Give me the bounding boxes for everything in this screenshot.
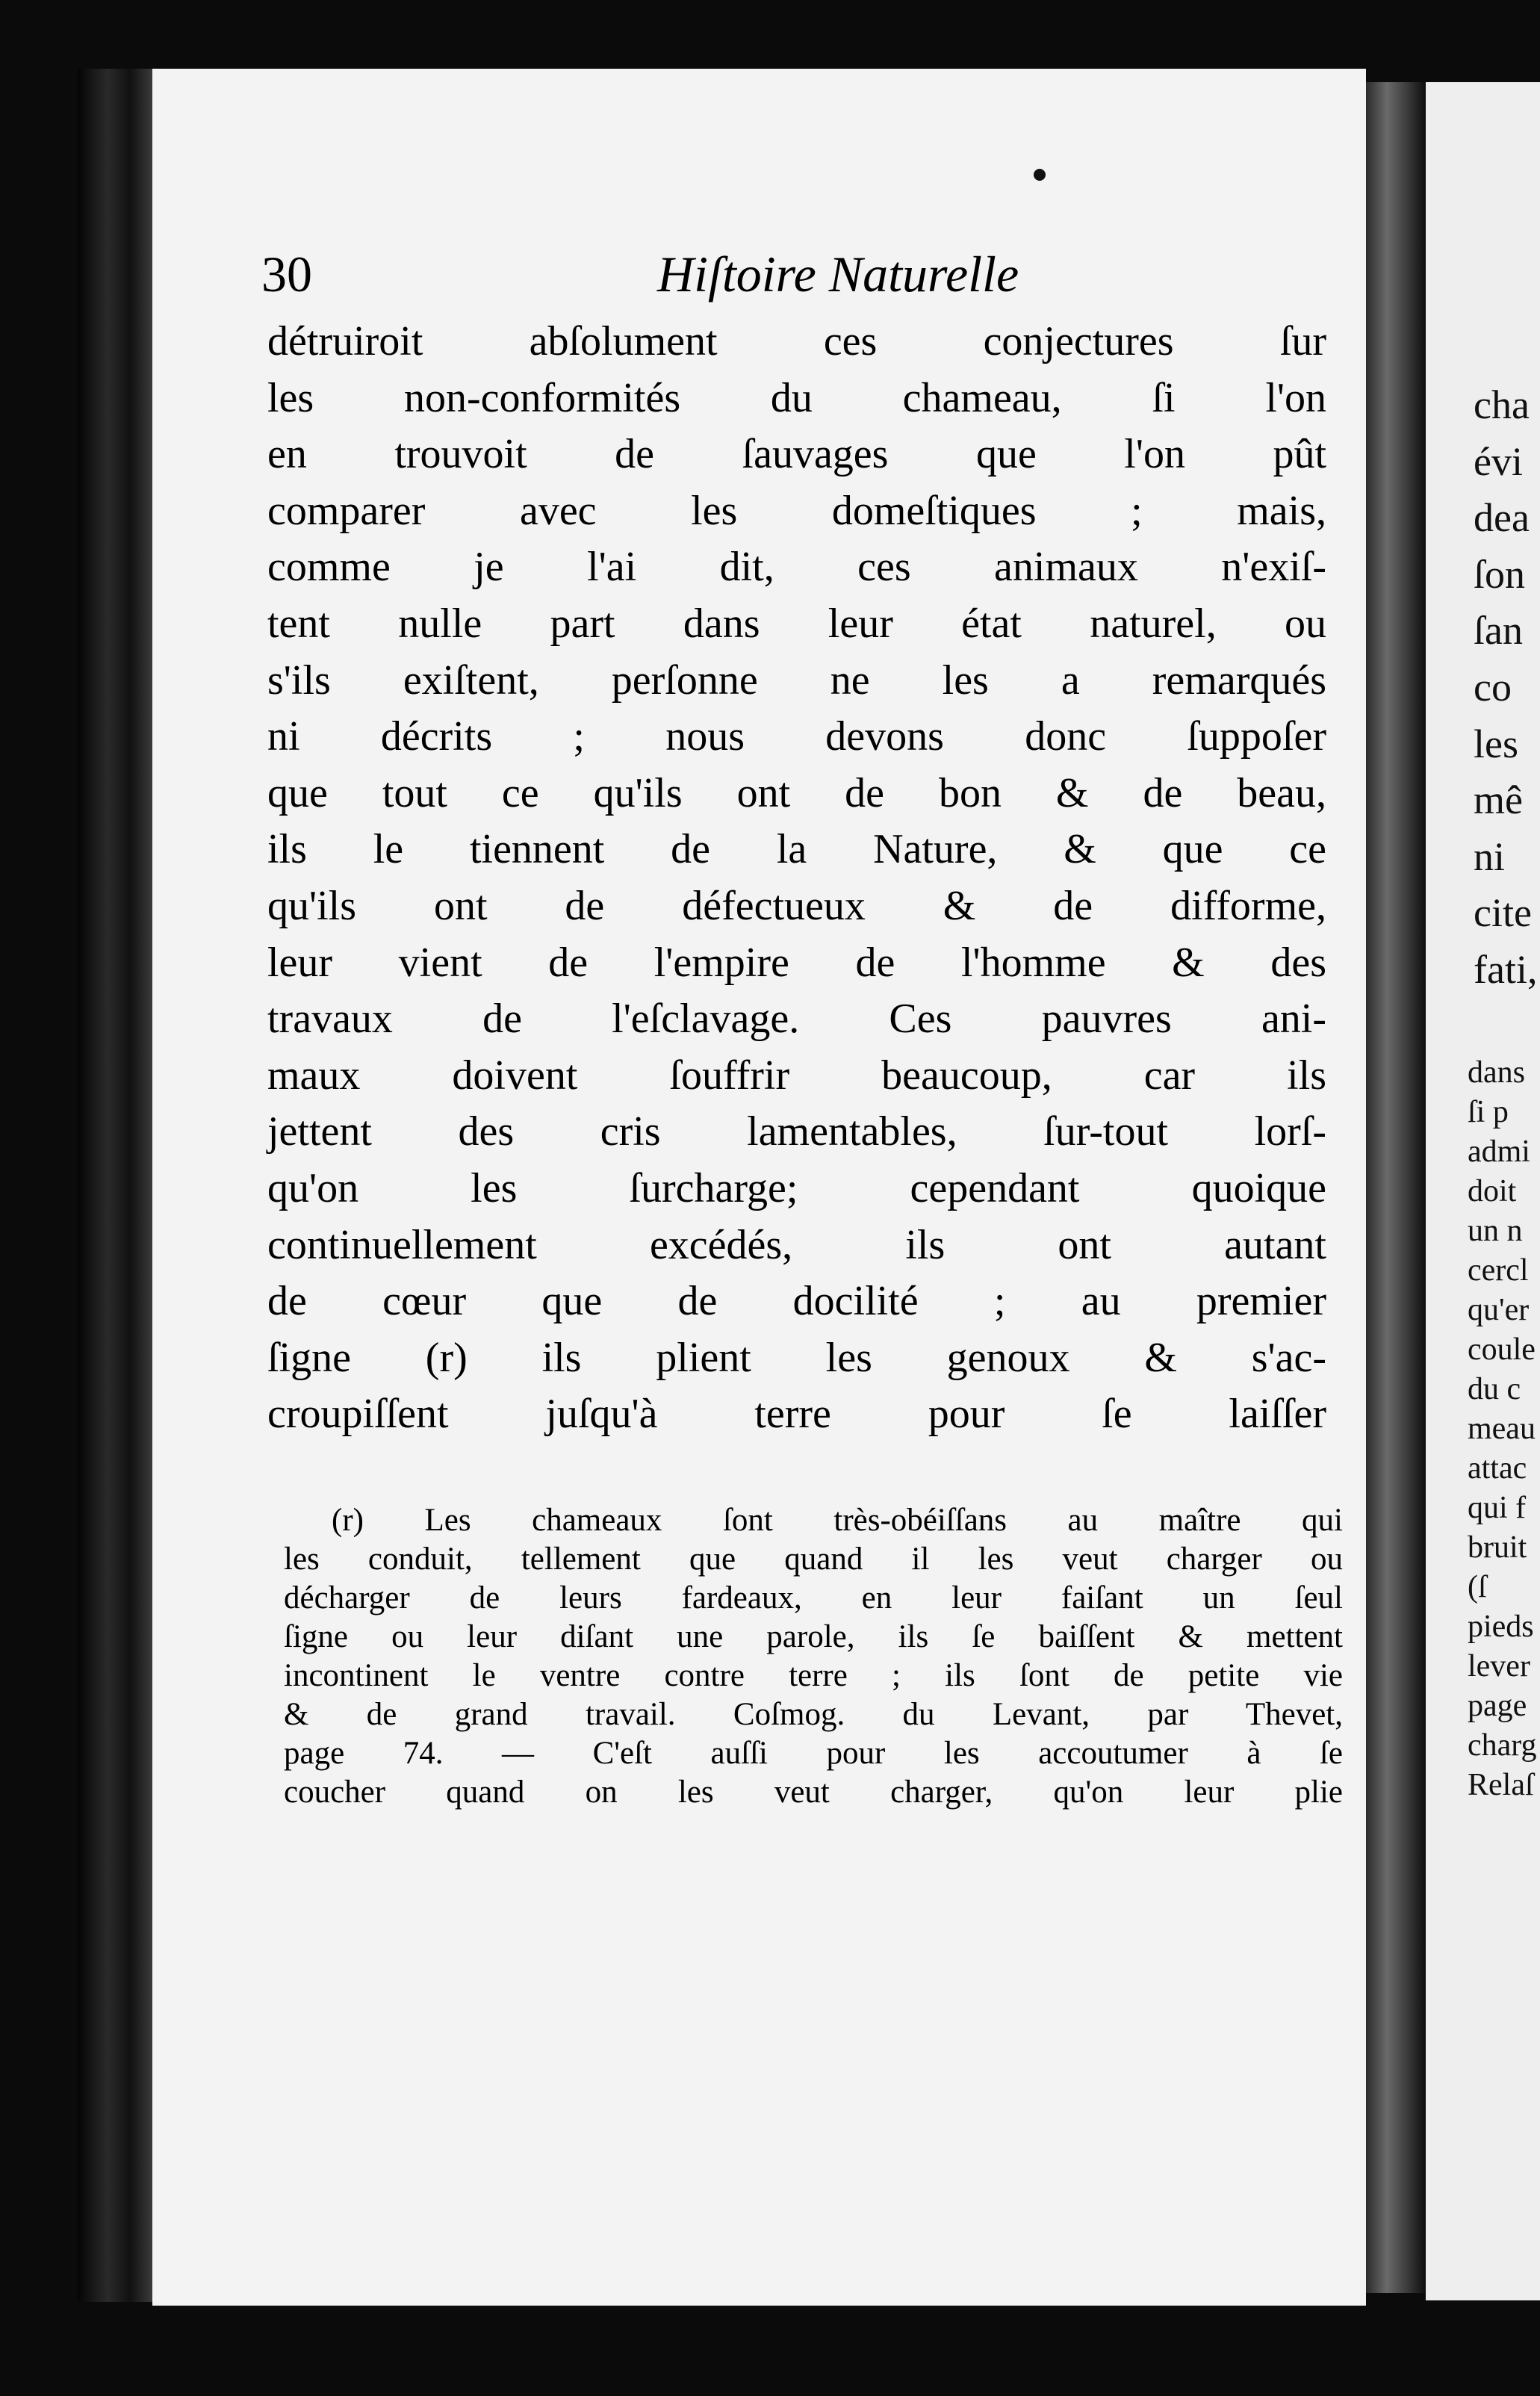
text-line: ils le tiennent de la Nature, & que ce — [267, 826, 1326, 873]
text-line: tent nulle part dans leur état naturel, ou — [267, 600, 1326, 647]
page-header — [261, 240, 1337, 308]
page-number: 30 — [261, 246, 312, 302]
footnote-fragment: cercl — [1468, 1253, 1529, 1288]
text-line: travaux de l'eſclavage. Ces pauvres ani- — [267, 996, 1326, 1043]
book-page-right-edge — [1426, 82, 1540, 2300]
text-line: les non-conformités du chameau, ſi l'on — [267, 374, 1326, 421]
footnote-fragment: pieds — [1468, 1610, 1534, 1644]
footnote-fragment: charg — [1468, 1728, 1537, 1763]
running-title: Hiſtoire Naturelle — [657, 246, 1019, 302]
text-fragment: dea — [1474, 495, 1530, 541]
footnote-fragment: du c — [1468, 1372, 1521, 1406]
footnote-fragment: (ſ — [1468, 1570, 1487, 1604]
text-line: continuellement excédés, ils ont autant — [267, 1221, 1326, 1268]
text-line: comparer avec les domeſtiques ; mais, — [267, 487, 1326, 534]
footnote-fragment: Relaſ — [1468, 1768, 1534, 1802]
next-page-footnote-fragments — [1468, 1053, 1537, 1805]
text-line: détruiroit abſolument ces conjectures ſur — [267, 318, 1326, 364]
text-fragment: cite — [1474, 890, 1532, 936]
book-spine — [78, 69, 152, 2302]
text-fragment: fati, — [1474, 946, 1538, 992]
book-gutter-shadow — [1366, 82, 1426, 2293]
text-line: que tout ce qu'ils ont de bon & de beau, — [267, 769, 1326, 816]
text-fragment: évi — [1474, 438, 1523, 484]
footnote-fragment: meau — [1468, 1412, 1536, 1446]
footnote-line: (r) Les chameaux ſont très-obéiſſans au maître qui — [332, 1503, 1343, 1538]
text-line: s'ils exiſtent, perſonne ne les a remarqués — [267, 657, 1326, 704]
text-line: qu'ils ont de défectueux & de difforme, — [267, 882, 1326, 929]
text-line: maux doivent ſouffrir beaucoup, car ils — [267, 1052, 1326, 1099]
next-page-text-fragments — [1474, 377, 1537, 999]
text-fragment: cha — [1474, 382, 1530, 427]
main-text-block — [267, 314, 1326, 1443]
text-fragment: mê — [1474, 778, 1523, 823]
text-fragment: ni — [1474, 834, 1506, 879]
footnote-line: les conduit, tellement que quand il les veut charger ou — [284, 1542, 1343, 1577]
footnote-fragment: admi — [1468, 1135, 1530, 1169]
text-line: en trouvoit de ſauvages que l'on pût — [267, 431, 1326, 478]
footnote-fragment: ſi p — [1468, 1095, 1509, 1129]
ink-speck — [1034, 169, 1046, 181]
footnote-line: page 74. — C'eſt auſſi pour les accoutumer à ſe — [284, 1736, 1343, 1771]
footnote-fragment: bruit — [1468, 1530, 1527, 1565]
footnote-line: ſigne ou leur diſant une parole, ils ſe baiſſent & mettent — [284, 1619, 1343, 1654]
text-fragment: co — [1474, 664, 1512, 710]
footnote-fragment: qui f — [1468, 1491, 1527, 1525]
text-line: comme je l'ai dit, ces animaux n'exiſ- — [267, 544, 1326, 591]
text-line: ſigne (r) ils plient les genoux & s'ac- — [267, 1334, 1326, 1381]
footnote-fragment: lever — [1468, 1649, 1530, 1683]
footnote-fragment: doit — [1468, 1174, 1517, 1208]
footnote-line: coucher quand on les veut charger, qu'on leur plie — [284, 1775, 1343, 1810]
text-fragment: les — [1474, 721, 1518, 766]
footnote-fragment: page — [1468, 1689, 1527, 1723]
text-line: qu'on les ſurcharge; cependant quoique — [267, 1164, 1326, 1211]
footnote-line: & de grand travail. Coſmog. du Levant, par Thevet, — [284, 1697, 1343, 1732]
footnote-line: incontinent le ventre contre terre ; ils ſont de petite vie — [284, 1658, 1343, 1693]
footnote-fragment: coule — [1468, 1332, 1536, 1367]
text-line: jettent des cris lamentables, ſur-tout lorſ- — [267, 1108, 1326, 1155]
text-line: ni décrits ; nous devons donc ſuppoſer — [267, 713, 1326, 760]
footnote-fragment: attac — [1468, 1451, 1527, 1486]
footnote-fragment: dans — [1468, 1055, 1525, 1090]
text-line: leur vient de l'empire de l'homme & des — [267, 939, 1326, 986]
footnote-block — [284, 1501, 1343, 1812]
footnote-fragment: qu'er — [1468, 1293, 1530, 1327]
text-line: croupiſſent juſqu'à terre pour ſe laiſſer — [267, 1391, 1326, 1438]
text-fragment: ſon — [1474, 551, 1526, 597]
footnote-line: décharger de leurs fardeaux, en leur faiſant un ſeul — [284, 1580, 1343, 1616]
text-line: de cœur que de docilité ; au premier — [267, 1278, 1326, 1325]
text-fragment: ſan — [1474, 608, 1523, 654]
footnote-fragment: un n — [1468, 1214, 1523, 1248]
